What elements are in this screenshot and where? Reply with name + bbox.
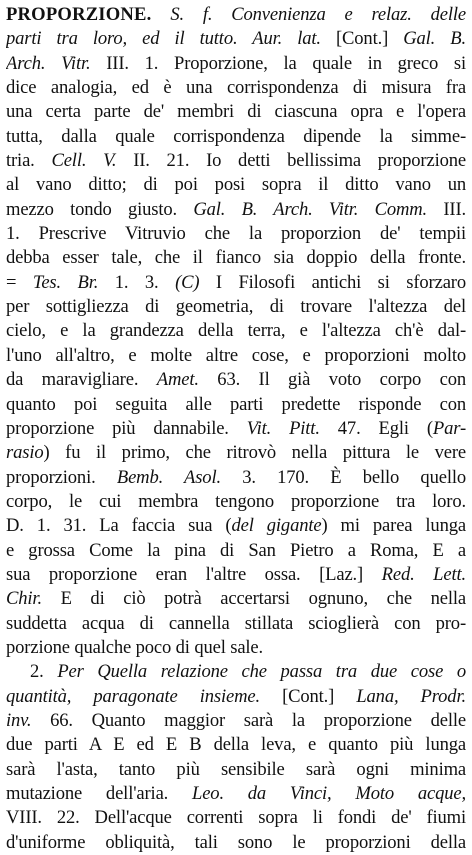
italic-text: Arch. Vitr.	[6, 52, 91, 74]
text-segment: 63. Il già voto corpo con	[198, 369, 466, 391]
text-segment: D. 1. 31. La faccia sua (	[6, 515, 232, 537]
italic-text: Lana, Prodr.	[356, 685, 466, 707]
text-line	[6, 612, 466, 636]
text-segment: tria.	[6, 150, 52, 172]
text-line	[6, 246, 466, 270]
text-segment: 66. Quanto maggior sarà la proporzione delle	[31, 709, 466, 731]
text-line	[6, 490, 466, 514]
italic-text: Cell. V.	[51, 150, 117, 172]
text-segment: 2.	[30, 661, 58, 683]
text-line	[6, 831, 466, 855]
italic-text: (C)	[175, 271, 200, 293]
italic-text: parti tra loro, ed il tutto. Aur. lat.	[6, 28, 321, 50]
italic-text: Gal. B. Arch. Vitr. Comm.	[193, 198, 428, 220]
text-line	[6, 587, 466, 611]
text-line	[6, 685, 466, 709]
italic-text: quantità, paragonate insieme.	[6, 685, 260, 707]
text-segment: ) fu il primo, che ritrovò nella pittura le vere	[43, 442, 466, 464]
text-line	[6, 660, 466, 684]
text-segment: proporzione più dannabile.	[6, 417, 247, 439]
text-segment: l'uno all'altro, e molte altre cose, e proporzioni molto	[6, 344, 466, 366]
text-line	[6, 125, 466, 149]
text-segment: quanto poi seguita alle parti predette risponde con	[6, 393, 466, 415]
text-segment: suddetta acqua di cannella stillata scioglierà con pro-	[6, 612, 466, 634]
text-line	[6, 295, 466, 319]
text-line	[6, 782, 466, 806]
text-line	[6, 319, 466, 343]
text-line	[6, 198, 466, 222]
text-line	[6, 466, 466, 490]
text-segment: due parti A E ed E B della leva, e quanto più lunga	[6, 734, 466, 756]
text-segment: al vano ditto; di poi posi sopra il ditto vano un	[6, 174, 466, 196]
text-line	[6, 806, 466, 830]
text-line	[6, 3, 466, 27]
italic-text: rasio	[6, 442, 44, 464]
text-segment: VIII. 22. Dell'acque correnti sopra li fondi de' fiumi	[6, 807, 466, 829]
text-segment: 1. 3.	[98, 271, 176, 293]
text-line	[6, 52, 466, 76]
text-segment: e grossa Come la pina di San Pietro a Roma, E a	[6, 539, 466, 561]
italic-text: Gal. B.	[403, 28, 466, 50]
text-segment: 3. 170. È bello quello	[220, 466, 466, 488]
text-segment: dice analogia, ed è una corrispondenza di misura fra	[6, 77, 466, 99]
text-line	[6, 393, 466, 417]
italic-text: Tes. Br.	[32, 271, 99, 293]
text-line	[6, 222, 466, 246]
text-segment: [Cont.]	[259, 685, 357, 707]
text-line	[6, 100, 466, 124]
text-line	[6, 636, 466, 660]
headword: PROPORZIONE.	[6, 4, 152, 25]
text-segment: [Cont.]	[320, 28, 404, 50]
text-line	[6, 709, 466, 733]
italic-text: Red. Lett.	[381, 563, 466, 585]
text-segment: E di ciò potrà accertarsi ognuno, che nella	[41, 588, 466, 610]
text-segment: una certa parte de' membri di ciascuna opra e l'opera	[6, 101, 466, 123]
text-segment: debba esser tale, che il fianco sia doppio della fronte.	[6, 247, 466, 269]
text-line	[6, 733, 466, 757]
text-line	[6, 27, 466, 51]
text-segment: porzione qualche poco di quel sale.	[6, 636, 264, 658]
text-segment: III.	[427, 198, 466, 220]
text-segment: =	[6, 271, 33, 293]
text-line	[6, 368, 466, 392]
text-segment: 1. Prescrive Vitruvio che la proporzion de' tempii	[6, 223, 466, 245]
text-segment: sarà l'asta, tanto più sensibile sarà ogni minima	[6, 758, 466, 780]
italic-text: Bemb. Asol.	[116, 466, 221, 488]
text-line	[6, 149, 466, 173]
text-segment: mezzo tondo giusto.	[6, 198, 194, 220]
text-line	[6, 514, 466, 538]
entry-text	[6, 3, 466, 855]
text-line	[6, 271, 466, 295]
italic-text: Amet.	[156, 369, 199, 391]
text-line	[6, 441, 466, 465]
text-segment: corpo, le cui membra tengono proporzione tra loro.	[6, 490, 466, 512]
text-line	[6, 173, 466, 197]
text-segment: d'uniforme obliquità, tali sono le proporzioni della	[6, 831, 466, 853]
text-segment: sua proporzione eran l'altre ossa. [Laz.]	[6, 563, 382, 585]
text-segment: proporzioni.	[6, 466, 117, 488]
text-segment: ) mi parea lunga	[321, 515, 466, 537]
text-segment: mutazione dell'aria.	[6, 783, 193, 804]
text-line	[6, 344, 466, 368]
italic-text: Per Quella relazione che passa tra due cose o	[57, 661, 466, 683]
text-line	[6, 76, 466, 100]
text-line	[6, 417, 466, 441]
text-segment: tutta, dalla quale corrispondenza dipende la simme-	[6, 125, 466, 147]
text-segment: cielo, e la grandezza della terra, e l'altezza ch'è dal-	[6, 320, 466, 342]
italic-text: del gigante	[231, 515, 322, 537]
text-segment: III. 1. Proporzione, la quale in greco si	[90, 52, 466, 74]
text-segment: I Filosofi antichi si sforzaro	[199, 271, 466, 293]
italic-text: inv.	[6, 709, 32, 731]
text-segment: da maravigliare.	[6, 369, 157, 391]
italic-text: Leo. da Vinci, Moto acque,	[192, 783, 466, 804]
italic-text: Par-	[432, 417, 466, 439]
text-line	[6, 758, 466, 782]
text-segment: 47. Egli (	[319, 417, 433, 439]
text-segment: II. 21. Io detti bellissima proporzione	[116, 150, 466, 172]
italic-text: S. f. Convenienza e relaz. delle	[151, 4, 466, 25]
italic-text: Vit. Pitt.	[246, 417, 320, 439]
text-segment: per sottigliezza di geometria, di trovare l'altezza del	[6, 296, 466, 318]
italic-text: Chir.	[6, 588, 42, 610]
text-line	[6, 563, 466, 587]
text-line	[6, 539, 466, 563]
